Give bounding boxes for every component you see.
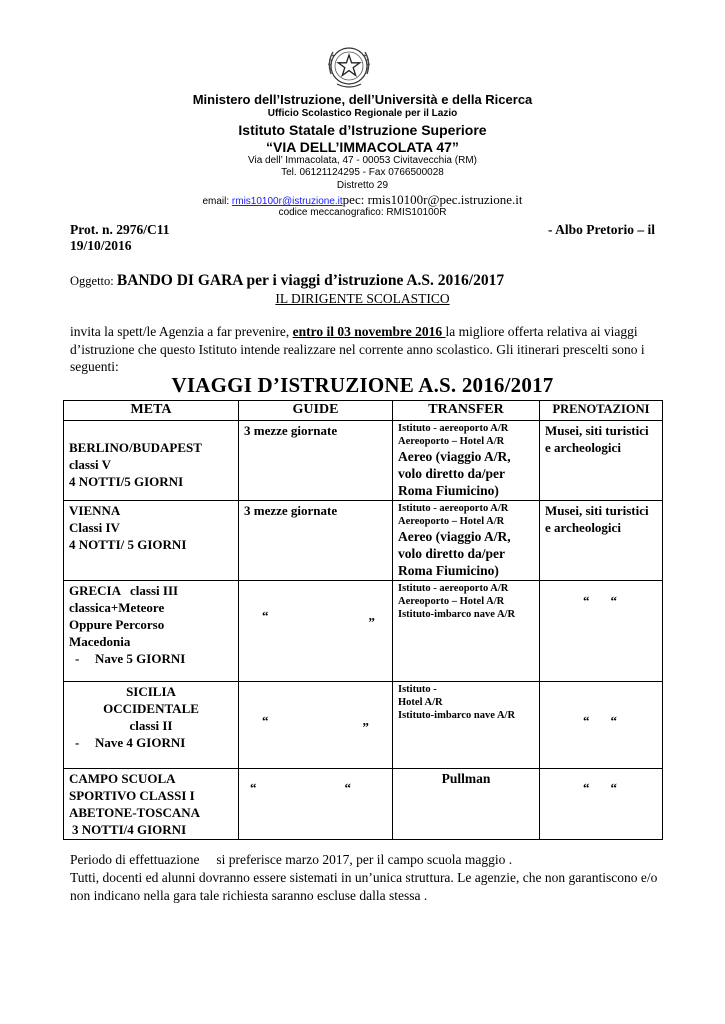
meta-line: 4 NOTTI/5 GIORNI — [69, 474, 184, 489]
transfer-line: Istituto - aereoporto A/R — [398, 503, 509, 514]
director-heading: IL DIRIGENTE SCOLASTICO — [275, 291, 450, 306]
school-phone: Tel. 06121124295 - Fax 0766500028 — [281, 167, 444, 178]
transfer-line: Istituto - aereoporto A/R — [398, 583, 509, 594]
intro-text-start: invita la spett/le Agenzia a far prevenire, — [70, 324, 293, 339]
ditto-marks — [545, 770, 657, 796]
meta-line: BERLINO/BUDAPEST — [69, 440, 202, 455]
albo-pretorio: - Albo Pretorio – il — [548, 222, 655, 237]
guide-text: 3 mezze giornate — [244, 423, 338, 438]
transfer-line: Istituto-imbarco nave A/R — [398, 609, 516, 620]
intro-paragraph — [70, 323, 660, 376]
ditto-mark: “ — [610, 713, 617, 728]
table-row — [64, 501, 663, 581]
transfer-cell — [393, 682, 540, 769]
ministry-name: Ministero dell’Istruzione, dell’Università e della Ricerca — [192, 92, 533, 107]
school-name: “VIA DELL’IMMACOLATA 47” — [266, 139, 459, 155]
deadline: entro il 03 novembre 2016 — [292, 324, 446, 339]
guide-cell — [239, 421, 393, 501]
meta-dash-line — [69, 650, 233, 667]
ditto-mark: „ — [368, 608, 375, 623]
trips-table — [63, 400, 663, 840]
table-row — [64, 682, 663, 769]
guide-cell — [239, 581, 393, 682]
table-header-row — [64, 401, 663, 421]
table-row — [64, 769, 663, 840]
meta-line: classi II — [129, 718, 173, 733]
table-title: VIAGGI D’ISTRUZIONE A.S. 2016/2017 — [171, 373, 554, 397]
col-prenotazioni: PRENOTAZIONI — [540, 401, 663, 421]
meta-cell — [64, 421, 239, 501]
transfer-line: Istituto - aereoporto A/R — [398, 423, 509, 434]
meta-cell — [64, 682, 239, 769]
meta-line: classica+Meteore — [69, 600, 165, 615]
ditto-marks — [244, 683, 387, 729]
transfer-mode: Aereo (viaggio A/R, volo diretto da/per Roma Fiumicino) — [398, 529, 511, 578]
transfer-cell — [393, 769, 540, 840]
prenotazioni-cell — [540, 682, 663, 769]
prenotazioni-cell — [540, 501, 663, 581]
guide-cell — [239, 769, 393, 840]
transfer-line: Hotel A/R — [398, 697, 443, 708]
guide-cell — [239, 501, 393, 581]
meta-cell — [64, 581, 239, 682]
transfer-line: Istituto - — [398, 684, 437, 695]
meta-line: ABETONE-TOSCANA — [69, 805, 200, 820]
guide-text: 3 mezze giornate — [244, 503, 338, 518]
ditto-mark: “ — [344, 780, 351, 795]
rules-note: Tutti, docenti ed alunni dovranno essere sistemati in un’unica struttura. Le agenzie, che non garantiscono e/o non indicano nella gara tale richiesta saranno escluse dalla stessa . — [70, 870, 658, 903]
transfer-mode: Aereo (viaggio A/R, volo diretto da/per Roma Fiumicino) — [398, 449, 511, 498]
meta-cell — [64, 769, 239, 840]
meta-line: classi V — [69, 457, 112, 472]
col-transfer: TRANSFER — [393, 401, 540, 421]
protocol-number: Prot. n. 2976/C11 — [70, 222, 170, 237]
meta-line: VIENNA — [69, 503, 121, 518]
school-address: Via dell’ Immacolata, 47 - 00053 Civitavecchia (RM) — [248, 155, 477, 166]
meta-cell — [64, 501, 239, 581]
bullet-dash: - — [75, 651, 80, 666]
meta-line: CAMPO SCUOLA — [69, 771, 176, 786]
document-date: 19/10/2016 — [70, 238, 132, 253]
subject-text: BANDO DI GARA per i viaggi d’istruzione A.S. 2016/2017 — [116, 272, 505, 289]
table-row — [64, 581, 663, 682]
meta-line: 4 NOTTI/ 5 GIORNI — [69, 537, 187, 552]
meta-line: Macedonia — [69, 634, 131, 649]
email-label: email: — [202, 196, 232, 207]
italian-republic-emblem — [323, 40, 375, 92]
col-guide: GUIDE — [239, 401, 393, 421]
ditto-marks — [545, 582, 657, 609]
meta-dash-line — [69, 734, 233, 751]
meta-line: Classi IV — [69, 520, 120, 535]
prenotazioni-cell — [540, 581, 663, 682]
contact-line — [0, 192, 725, 208]
meta-line: OCCIDENTALE — [103, 701, 199, 716]
subject-line — [70, 272, 504, 290]
prenotazioni-cell — [540, 421, 663, 501]
transfer-line: Aereoporto – Hotel A/R — [398, 436, 505, 447]
transfer-line: Istituto-imbarco nave A/R — [398, 710, 516, 721]
mechanographic-code: codice meccanografico: RMIS10100R — [278, 207, 447, 218]
pec-address: pec: rmis10100r@pec.istruzione.it — [342, 192, 523, 207]
ditto-mark: “ — [610, 780, 617, 795]
meta-line: SPORTIVO CLASSI I — [69, 788, 195, 803]
transfer-line: Aereoporto – Hotel A/R — [398, 596, 505, 607]
col-meta: META — [64, 401, 239, 421]
ditto-mark: “ — [583, 780, 590, 795]
ditto-marks — [244, 770, 387, 796]
bullet-dash: - — [75, 735, 80, 750]
school-district: Distretto 29 — [336, 180, 389, 191]
meta-line: Nave 4 GIORNI — [95, 735, 186, 750]
table-row — [64, 421, 663, 501]
ditto-mark: “ — [250, 780, 257, 795]
email-link[interactable]: rmis10100r@istruzione.it — [231, 196, 343, 207]
ditto-mark: “ — [262, 608, 269, 623]
prenotazioni-cell — [540, 769, 663, 840]
regional-office: Ufficio Scolastico Regionale per il Lazio — [267, 108, 458, 119]
period-note: Periodo di effettuazione si preferisce marzo 2017, per il campo scuola maggio . — [70, 852, 513, 867]
ditto-mark: “ — [583, 593, 590, 608]
transfer-cell — [393, 421, 540, 501]
meta-line: SICILIA — [126, 684, 176, 699]
ditto-mark: “ — [262, 713, 269, 728]
prenotazioni-text: Musei, siti turistici e archeologici — [545, 503, 649, 535]
subject-label: Oggetto: — [70, 274, 117, 288]
transfer-cell — [393, 501, 540, 581]
transfer-cell — [393, 581, 540, 682]
footer-notes — [70, 851, 670, 905]
ditto-mark: “ — [583, 713, 590, 728]
transfer-mode: Pullman — [441, 771, 491, 786]
prenotazioni-text: Musei, siti turistici e archeologici — [545, 423, 649, 455]
meta-line: Nave 5 GIORNI — [95, 651, 186, 666]
transfer-line: Aereoporto – Hotel A/R — [398, 516, 505, 527]
guide-cell — [239, 682, 393, 769]
meta-line: Oppure Percorso — [69, 617, 165, 632]
intro-text-end: la migliore offerta relativa ai viaggi d’istruzione che questo Istituto intende realizzare nel corrente anno scolastico. Gli itinerari prescelti sono i seguenti: — [70, 324, 645, 374]
ditto-marks — [545, 683, 657, 729]
meta-line: GRECIA classi III — [69, 583, 179, 598]
ditto-mark: “ — [610, 593, 617, 608]
meta-line: 3 NOTTI/4 GIORNI — [72, 822, 187, 837]
ditto-marks — [244, 582, 387, 624]
ditto-mark: „ — [362, 713, 369, 728]
institute-type: Istituto Statale d’Istruzione Superiore — [238, 122, 487, 138]
